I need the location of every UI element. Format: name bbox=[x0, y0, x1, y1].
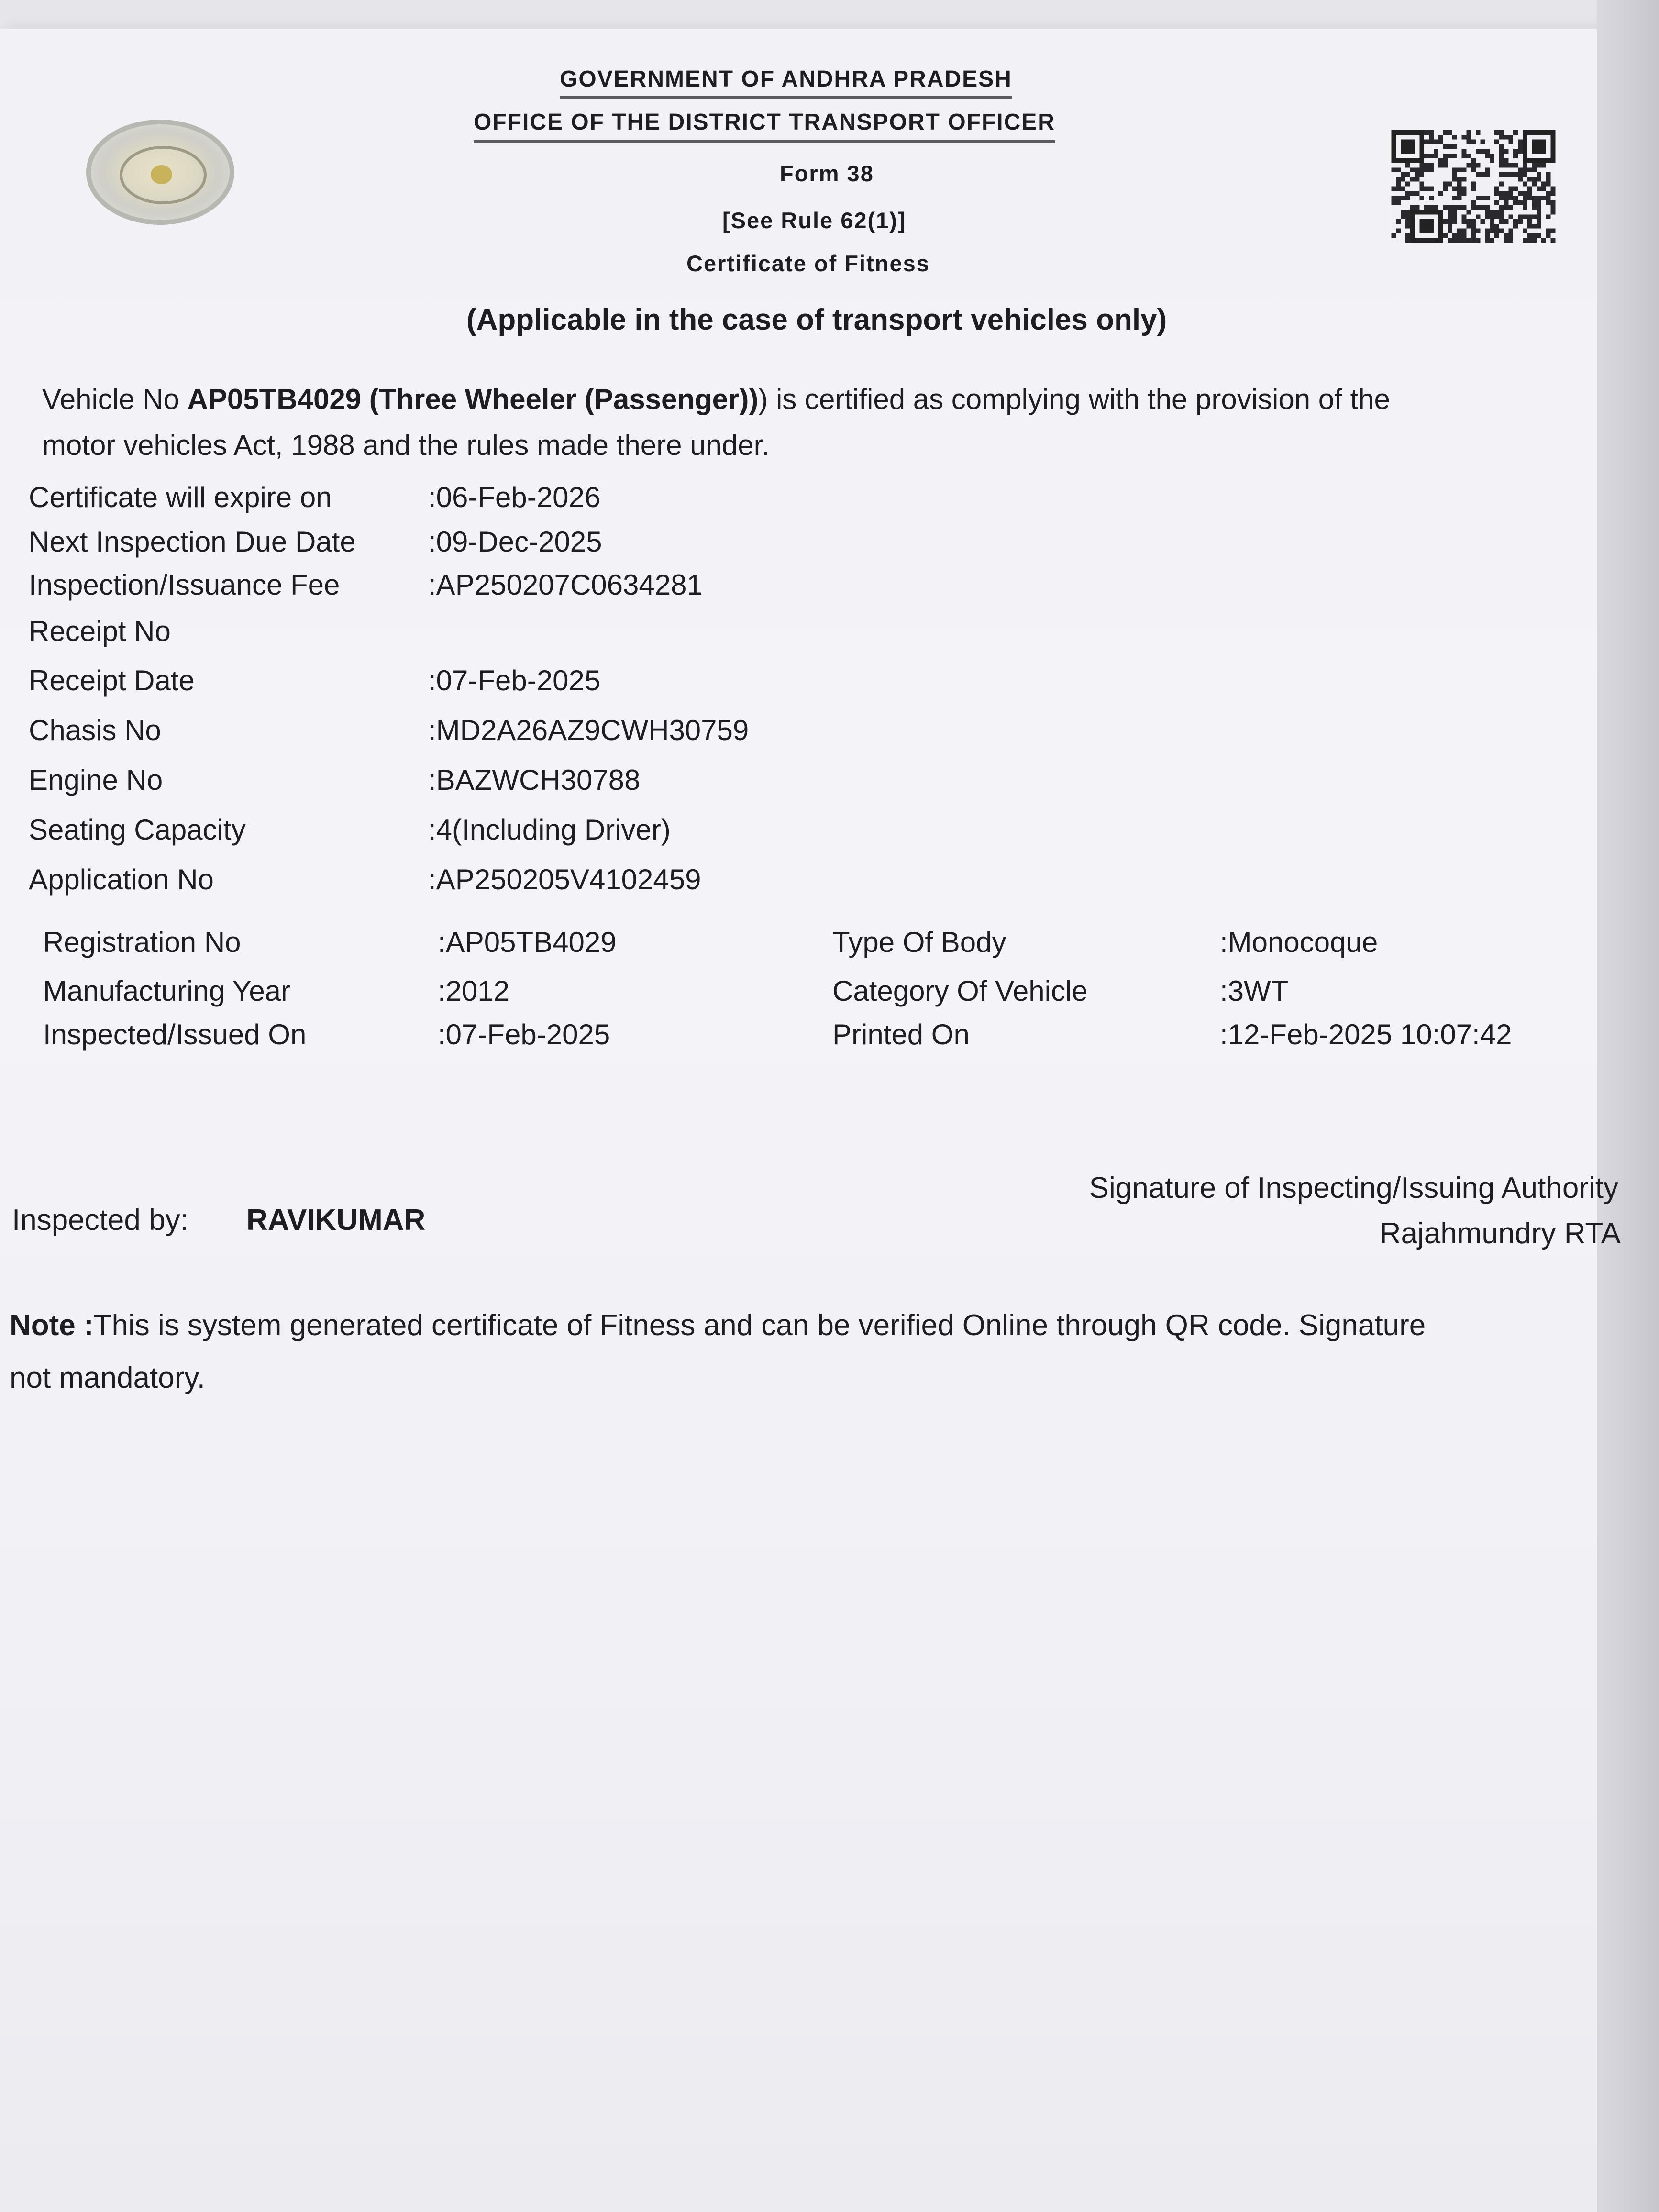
grid-value: :Monocoque bbox=[1220, 926, 1378, 958]
detail-label: Receipt No bbox=[29, 615, 171, 647]
certificate-title: Certificate of Fitness bbox=[686, 251, 930, 276]
detail-value: :BAZWCH30788 bbox=[428, 764, 641, 796]
certification-statement-line2: motor vehicles Act, 1988 and the rules made there under. bbox=[42, 429, 770, 461]
state-emblem-seal bbox=[86, 120, 234, 225]
detail-value: :4(Including Driver) bbox=[428, 814, 671, 846]
inspector-name: RAVIKUMAR bbox=[246, 1204, 426, 1237]
note-line1 bbox=[10, 1308, 1426, 1342]
detail-label: Next Inspection Due Date bbox=[29, 526, 356, 558]
applicability-subtitle: (Applicable in the case of transport vehicles only) bbox=[466, 303, 1167, 336]
grid-value: :12-Feb-2025 10:07:42 bbox=[1220, 1018, 1512, 1051]
grid-label: Manufacturing Year bbox=[43, 975, 291, 1007]
detail-label: Chasis No bbox=[29, 714, 161, 746]
background-edge bbox=[1597, 0, 1659, 2212]
grid-label: Printed On bbox=[832, 1018, 970, 1051]
certification-statement bbox=[42, 383, 1390, 416]
detail-value: :MD2A26AZ9CWH30759 bbox=[428, 714, 749, 746]
note-heading: Note : bbox=[10, 1309, 94, 1342]
detail-label: Inspection/Issuance Fee bbox=[29, 569, 340, 601]
signature-authority: Signature of Inspecting/Issuing Authority bbox=[1089, 1172, 1618, 1205]
grid-value: :3WT bbox=[1220, 975, 1289, 1007]
inspected-by-label: Inspected by: bbox=[12, 1204, 188, 1237]
vehicle-type: (Three Wheeler (Passenger)) bbox=[369, 383, 759, 415]
detail-value: :09-Dec-2025 bbox=[428, 526, 602, 558]
seal-center bbox=[151, 165, 172, 184]
detail-value: :07-Feb-2025 bbox=[428, 664, 601, 697]
vehicle-number: AP05TB4029 bbox=[187, 383, 362, 415]
note-text: This is system generated certificate of Fitness and can be verified Online through QR code. Signature bbox=[93, 1309, 1426, 1342]
grid-value: :AP05TB4029 bbox=[438, 926, 617, 958]
detail-value: :06-Feb-2026 bbox=[428, 481, 601, 513]
detail-label: Seating Capacity bbox=[29, 814, 246, 846]
detail-label: Receipt Date bbox=[29, 664, 195, 697]
rule-reference: [See Rule 62(1)] bbox=[722, 208, 907, 233]
detail-label: Certificate will expire on bbox=[29, 481, 332, 513]
detail-value: :AP250207C0634281 bbox=[428, 569, 703, 601]
office-heading: OFFICE OF THE DISTRICT TRANSPORT OFFICER bbox=[474, 109, 1055, 143]
detail-label: Application No bbox=[29, 863, 214, 896]
grid-value: :2012 bbox=[438, 975, 510, 1007]
grid-value: :07-Feb-2025 bbox=[438, 1018, 610, 1051]
form-number: Form 38 bbox=[780, 161, 874, 186]
certificate-paper bbox=[0, 29, 1603, 2212]
detail-label: Engine No bbox=[29, 764, 163, 796]
detail-value: :AP250205V4102459 bbox=[428, 863, 701, 896]
grid-label: Registration No bbox=[43, 926, 241, 958]
grid-label: Category Of Vehicle bbox=[832, 975, 1088, 1007]
qr-code bbox=[1390, 130, 1557, 243]
statement-suffix: ) is certified as complying with the provision of the bbox=[758, 383, 1390, 415]
statement-prefix: Vehicle No bbox=[42, 383, 179, 415]
grid-label: Inspected/Issued On bbox=[43, 1018, 307, 1051]
grid-label: Type Of Body bbox=[832, 926, 1006, 958]
note-line2: not mandatory. bbox=[10, 1361, 205, 1394]
signature-office: Rajahmundry RTA bbox=[1379, 1217, 1621, 1250]
government-heading: GOVERNMENT OF ANDHRA PRADESH bbox=[560, 66, 1012, 99]
